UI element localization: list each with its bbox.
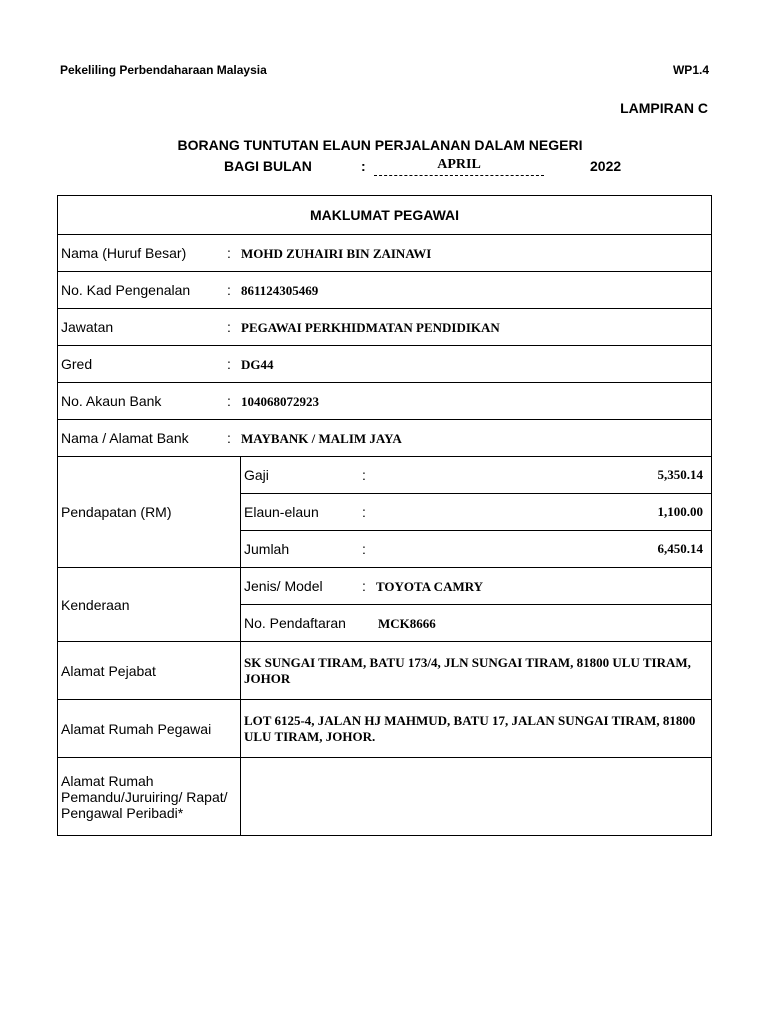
colon: : (362, 504, 366, 520)
vehicle-reg-value[interactable]: MCK8666 (378, 615, 436, 631)
month-colon: : (361, 158, 366, 174)
section-header: MAKLUMAT PEGAWAI (58, 196, 712, 235)
bank-account-label: No. Akaun Bank (61, 392, 162, 409)
vehicle-model-value[interactable]: TOYOTA CAMRY (376, 578, 484, 594)
circular-reference: Pekeliling Perbendaharaan Malaysia (60, 63, 267, 77)
total-value[interactable]: 6,450.14 (657, 541, 704, 556)
salary-label: Gaji (244, 467, 269, 483)
name-value[interactable]: MOHD ZUHAIRI BIN ZAINAWI (241, 245, 432, 261)
table-row (58, 272, 712, 309)
table-row (58, 309, 712, 346)
office-address-label: Alamat Pejabat (58, 642, 241, 700)
office-address-row (58, 642, 712, 700)
colon: : (362, 577, 366, 594)
bank-name-label: Nama / Alamat Bank (61, 429, 189, 446)
year-value[interactable]: 2022 (590, 158, 622, 174)
colon: : (227, 244, 231, 261)
ic-label: No. Kad Pengenalan (61, 281, 191, 298)
grade-label: Gred (61, 355, 93, 372)
colon: : (227, 281, 231, 298)
income-label: Pendapatan (RM) (58, 457, 241, 568)
total-label: Jumlah (244, 541, 290, 557)
position-value[interactable]: PEGAWAI PERKHIDMATAN PENDIDIKAN (241, 319, 500, 335)
allowance-value[interactable]: 1,100.00 (657, 504, 704, 519)
salary-value[interactable]: 5,350.14 (657, 467, 704, 482)
bank-name-value[interactable]: MAYBANK / MALIM JAYA (241, 430, 402, 446)
month-label: BAGI BULAN (224, 158, 312, 174)
appendix-label: LAMPIRAN C (620, 100, 708, 116)
office-address-value[interactable]: SK SUNGAI TIRAM, BATU 173/4, JLN SUNGAI TIRAM, 81800 ULU TIRAM, JOHOR (241, 642, 712, 700)
vehicle-model-label: Jenis/ Model (244, 577, 323, 594)
home-address-row (58, 700, 712, 758)
colon: : (227, 392, 231, 409)
colon: : (227, 429, 231, 446)
position-label: Jawatan (61, 318, 114, 335)
vehicle-label: Kenderaan (58, 568, 241, 642)
vehicle-row (58, 568, 712, 605)
table-row (58, 346, 712, 383)
vehicle-reg-label: No. Pendaftaran (244, 614, 346, 631)
driver-address-label: Alamat Rumah Pemandu/Juruiring/ Rapat/ Pengawal Peribadi* (58, 758, 241, 836)
driver-address-value[interactable] (241, 758, 712, 836)
colon: : (362, 467, 366, 483)
table-row (58, 235, 712, 272)
colon: : (227, 318, 231, 335)
income-row (58, 457, 712, 494)
month-value[interactable]: APRIL (374, 157, 544, 176)
colon: : (362, 541, 366, 557)
home-address-label: Alamat Rumah Pegawai (58, 700, 241, 758)
form-code: WP1.4 (672, 63, 709, 77)
officer-info-table (57, 195, 712, 836)
driver-address-row (58, 758, 712, 836)
home-address-value[interactable]: LOT 6125-4, JALAN HJ MAHMUD, BATU 17, JALAN SUNGAI TIRAM, 81800 ULU TIRAM, JOHOR. (241, 700, 712, 758)
grade-value[interactable]: DG44 (241, 356, 274, 372)
form-title: BORANG TUNTUTAN ELAUN PERJALANAN DALAM NEGERI (177, 137, 583, 153)
bank-account-value[interactable]: 104068072923 (241, 393, 319, 409)
table-row (58, 383, 712, 420)
ic-value[interactable]: 861124305469 (241, 282, 319, 298)
table-row (58, 420, 712, 457)
allowance-label: Elaun-elaun (244, 504, 319, 520)
month-row (0, 157, 768, 181)
name-label: Nama (Huruf Besar) (61, 244, 187, 261)
colon: : (227, 355, 231, 372)
